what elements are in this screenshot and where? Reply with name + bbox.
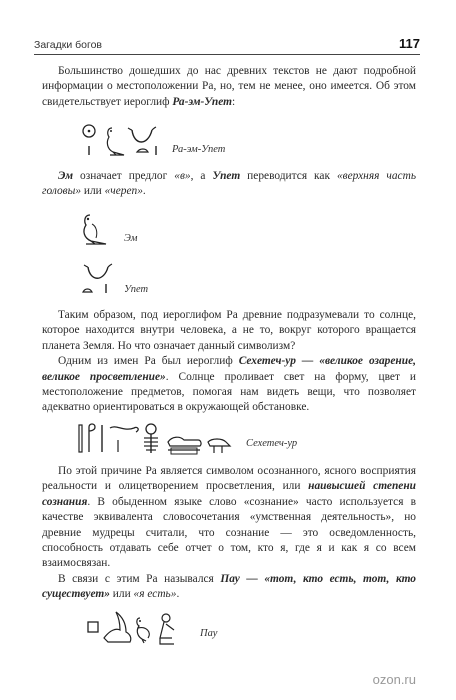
- hieroglyph-em: [78, 212, 112, 246]
- header-rule: [34, 54, 420, 55]
- term-pau: Пау — «тот, кто есть, тот, кто существует»: [42, 572, 416, 601]
- watermark: ozon.ru: [372, 672, 416, 687]
- page-number: 117: [399, 36, 420, 51]
- term-sehetech-ur: Сехетеч-ур — «великое озарение, великое просветление»: [42, 355, 416, 383]
- term-ra-em-upet: Ра-эм-Упет: [172, 95, 233, 108]
- hieroglyph-sehetech-ur: [76, 422, 236, 456]
- caption-ra-em-upet: Ра-эм-Упет: [172, 144, 226, 155]
- paragraph-2: Эм означает предлог «в», а Упет переводится как «верхняя часть головы» или «череп».: [42, 170, 417, 198]
- hieroglyph-pau: [86, 608, 186, 648]
- hieroglyph-upet: [80, 262, 118, 296]
- caption-upet: Упет: [124, 284, 149, 295]
- running-title: Загадки богов: [34, 39, 102, 51]
- paragraph-3: Таким образом, под иероглифом Ра древние подразумевали то солнце, которое находится внутри человека, а не то, вокруг которого вращается планета Земля. Но что означает данный символизм? Одним из имен Ра был иероглиф Сехетеч-ур — «великое озарение, великое просветление». Солнце проливает свет на форму, цвет и местоположение предметов, помогая нам видеть вещи, что позволяет адекватно ориентироваться в окружающей обстановке.: [42, 308, 416, 416]
- paragraph-4: Одним из имен Ра был иероглиф Сехетеч-ур — «великое озарение, великое просветление». Солнце проливает свет на форму, цвет и местоположение предметов, помогая нам видеть вещи, что позволяет адекватно ориентироваться в окружающей обстановке.: [42, 355, 416, 414]
- caption-pau: Пау: [200, 628, 218, 639]
- term-highest-consciousness: наивысшей степени сознания: [42, 480, 417, 508]
- caption-sehetech-ur: Сехетеч-ур: [246, 438, 298, 449]
- caption-em: Эм: [124, 233, 138, 244]
- paragraph-5: По этой причине Ра является символом осознанного, ясного восприятия реальности и олицетворением просветления, или наивысшей степени сознания. В обыденном языке слово «сознание» часто используется в качестве эквивалента словосочетания «умственная деятельность», но древние мудрецы считали, что сознание — это осведомленность, способность отдавать себе отчет о том, кто я, где я и как я со всем взаимосвязан. В связи с этим Ра назывался Пау — «тот, кто есть, тот, кто существует» или «я есть».: [42, 464, 416, 603]
- hieroglyph-ra-em-upet: [80, 124, 160, 158]
- paragraph-6: В связи с этим Ра назывался Пау — «тот, кто есть, тот, кто существует» или «я есть».: [42, 572, 416, 601]
- page-header: [34, 33, 420, 51]
- paragraph-1: Большинство дошедших до нас древних текстов не дают подробной информации о местоположении Ра, но, тем не менее, оно имеется. Об этом свидетельствует иероглиф Ра-эм-Упет:: [42, 65, 416, 108]
